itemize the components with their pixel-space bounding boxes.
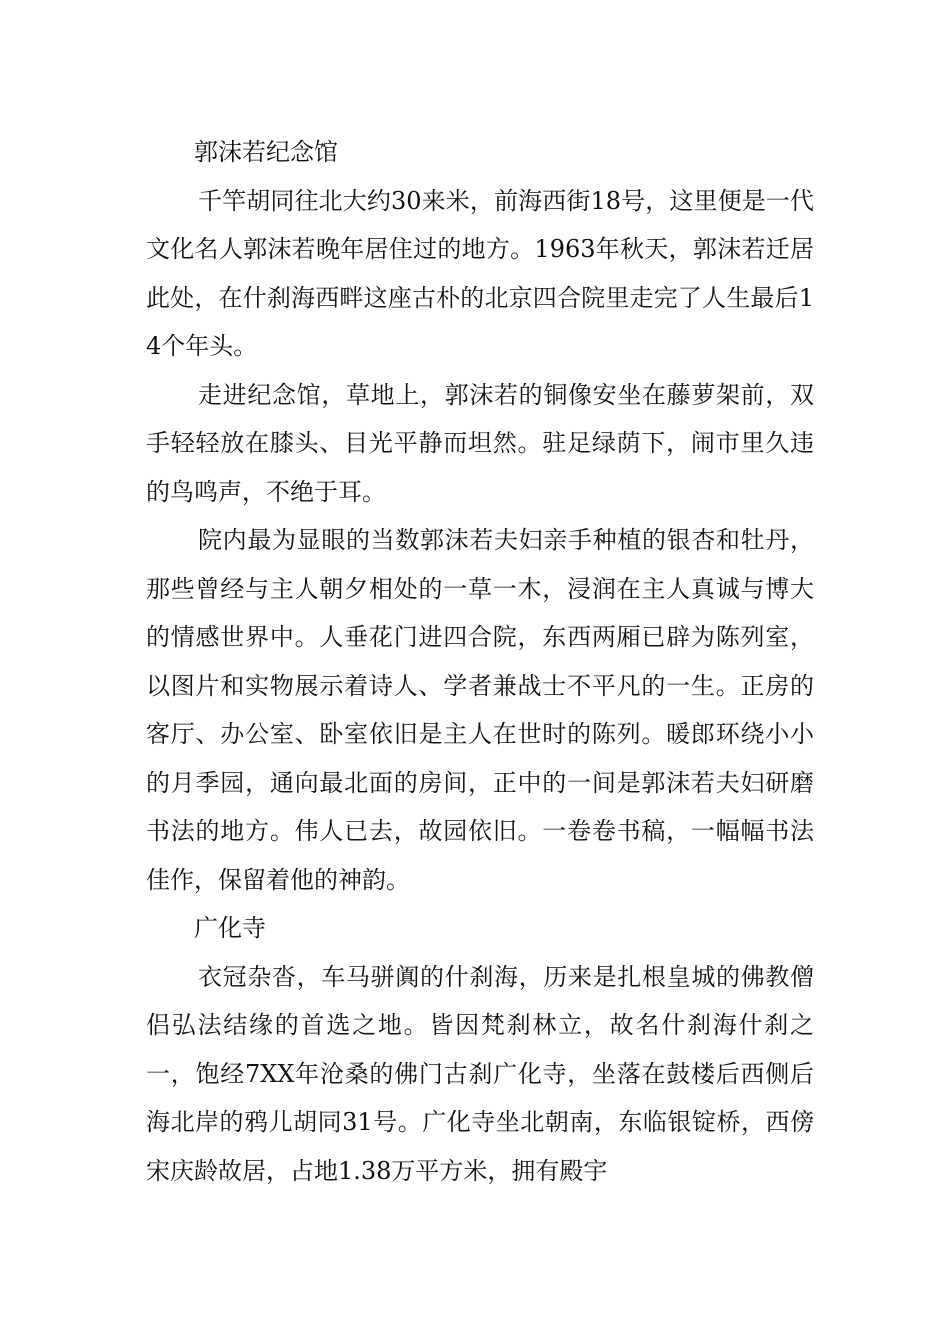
document-body (146, 128, 814, 1195)
paragraph: 衣冠杂沓，车马骈阗的什刹海，历来是扎根皇城的佛教僧侣弘法结缘的首选之地。皆因梵刹林立，故名什刹海什刹之一，饱经7XX年沧桑的佛门古刹广化寺，坐落在鼓楼后西侧后海北岸的鸦儿胡同31号。广化寺坐北朝南，东临银锭桥，西傍宋庆龄故居，占地1.38万平方米，拥有殿宇 (146, 962, 814, 1185)
section-heading-guanghua-temple: 广化寺 (194, 914, 266, 942)
paragraph: 走进纪念馆，草地上，郭沫若的铜像安坐在藤萝架前，双手轻轻放在膝头、目光平静而坦然。驻足绿荫下，闹市里久违的鸟鸣声，不绝于耳。 (146, 380, 814, 506)
section-heading-guo-moruo-memorial: 郭沫若纪念馆 (194, 138, 338, 166)
paragraph: 院内最为显眼的当数郭沫若夫妇亲手种植的银杏和牡丹，那些曾经与主人朝夕相处的一草一木，浸润在主人真诚与博大的情感世界中。人垂花门进四合院，东西两厢已辟为陈列室，以图片和实物展示着诗人、学者兼战士不平凡的一生。正房的客厅、办公室、卧室依旧是主人在世时的陈列。暖郎环绕小小的月季园，通向最北面的房间，正中的一间是郭沫若夫妇研磨书法的地方。伟人已去，故园依旧。一卷卷书稿，一幅幅书法佳作，保留着他的神韵。 (146, 526, 814, 894)
paragraph: 千竿胡同往北大约30来米，前海西街18号，这里便是一代文化名人郭沫若晚年居住过的地方。1963年秋天，郭沫若迁居此处，在什刹海西畔这座古朴的北京四合院里走完了人生最后14个年头。 (146, 186, 814, 360)
